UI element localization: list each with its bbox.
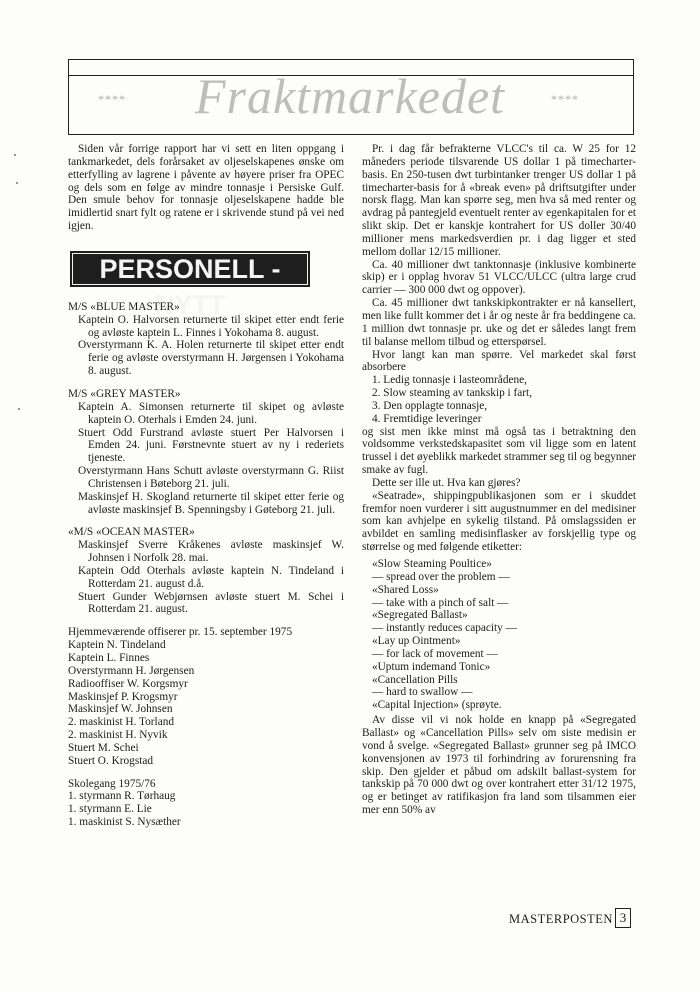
list-item: Maskinsjef W. Johnsen bbox=[68, 703, 173, 716]
page-number: 3 bbox=[615, 908, 631, 928]
personnel-entry: Kaptein O. Halvorsen returnerte til skipet etter endt ferie og avløste kaptein L. Finnes i Yokohama 8. august. bbox=[78, 313, 344, 339]
school-section bbox=[68, 778, 344, 829]
list-item: Maskinsjef P. Krogsmyr bbox=[68, 690, 178, 703]
section-title: Fraktmarkedet bbox=[194, 68, 506, 124]
list-item: 1. Ledig tonnasje i lasteområdene, bbox=[372, 374, 527, 387]
market-paragraph: Hvor langt kan man spørre. Vel markedet skal først absorbere bbox=[362, 348, 636, 374]
personnel-entry: Overstyrmann Hans Schutt avløste overstyrmann G. Riist Christensen i Bøteborg 21. juli. bbox=[78, 465, 344, 490]
market-paragraph: Ca. 45 millioner dwt tankskipkontrakter er nå kansellert, men like fullt kommer det i år og neste år fra beddingene ca. 1 million dwt tonnasje pr. uke og det er således langt frem til balanse mellom tilbud og etterspørsel. bbox=[362, 297, 636, 348]
ship-title: «M/S «OCEAN MASTER» bbox=[68, 526, 195, 539]
header-stars-left: **** bbox=[98, 92, 126, 106]
school-list bbox=[68, 790, 344, 829]
personnel-entry: Kaptein Odd Oterhals avløste kaptein N. Tindeland i Rotterdam 21. august d.å. bbox=[78, 564, 344, 590]
personnel-entry: Maskinsjef Sverre Kråkenes avløste maskinsjef W. Johnsen i Norfolk 28. mai. bbox=[78, 539, 344, 565]
list-item: Stuert M. Schei bbox=[68, 741, 139, 754]
personnel-entry: Overstyrmann K. A. Holen returnerte til skipet etter endt ferie og avløste overstyrmann H. Jørgensen i Yokohama 8. august. bbox=[78, 339, 344, 378]
list-item: 2. maskinist H. Torland bbox=[68, 716, 175, 729]
medicine-label: — instantly reduces capacity — bbox=[372, 622, 517, 635]
list-item: Kaptein N. Tindeland bbox=[68, 639, 166, 652]
market-paragraph: Ca. 40 millioner dwt tanktonnasje (inklusive kombinerte skip) er i opplag hvorav 51 VLCC/ULCC (ultra large crud carrier — 300 000 dwt og oppover). bbox=[362, 258, 636, 297]
medicine-label: «Slow Steaming Poultice» bbox=[372, 558, 492, 570]
market-paragraph: Av disse vil vi nok holde en knapp på «Segregated Ballast» og «Cancellation Pills» selv om siste medisin er vond å svelge. «Segregated Ballast» grunner seg på IMCO konvensjonen av 1973 til forhindring av forurensning fra skip. Den gjelder et påbud om adskilt ballast-system for tankskip på 70 000 dwt og over kontrahert etter 31/12 1975, og er betinget av ratifikasjon fra land som tilsammen eier mer enn 50% av bbox=[362, 714, 636, 817]
margin-dot bbox=[16, 182, 18, 184]
list-item: 2. Slow steaming av tankskip i fart, bbox=[372, 387, 533, 400]
list-item: 4. Fremtidige leveringer bbox=[372, 412, 482, 425]
medicine-label: «Cancellation Pills bbox=[372, 673, 458, 686]
medicine-labels-list bbox=[362, 558, 636, 712]
medicine-label: «Lay up Ointment» bbox=[372, 635, 461, 648]
medicine-label: «Segregated Ballast» bbox=[372, 609, 468, 622]
list-item: Radiooffiser W. Korgsmyr bbox=[68, 677, 188, 690]
home-officers-section bbox=[68, 626, 344, 767]
list-item: Overstyrmann H. Jørgensen bbox=[68, 664, 195, 677]
market-paragraph: og sist men ikke minst må også tas i betraktning den voldsomme verkstedskapasitet som vil ligge som en latent trussel i det øyeblikk markedet strammer seg til og begynner smake av fugl. bbox=[362, 425, 636, 477]
list-item: 3. Den opplagte tonnasje, bbox=[372, 399, 488, 412]
ship-section-ocean-master bbox=[68, 526, 344, 616]
medicine-label: «Uptum indemand Tonic» bbox=[372, 660, 491, 673]
school-title: Skolegang 1975/76 bbox=[68, 777, 156, 790]
list-item: Kaptein L. Finnes bbox=[68, 652, 150, 664]
market-paragraph: Pr. i dag får befrakterne VLCC's til ca. W 25 for 12 måneders periode tilsvarende US dollar 1 på timecharter-basis. En 250-tusen dwt turbintanker trenger US dollar 1 på timecharter-basis for å «break even» på driftsutgifter under norsk flagg. Man kan spørre seg, men hva så med renter og avdrag på pantegjeld eventuelt renter av egenkapitalen for et slikt skip. Det er kanskje kontrahert for US doller 30/40 millioner mens markedsverdien pr. i dag ligger et sted mellom dollar 12/15 millioner. bbox=[362, 143, 636, 258]
right-column bbox=[362, 143, 636, 817]
absorb-list bbox=[362, 374, 636, 425]
personnel-entry: Stuert Odd Furstrand avløste stuert Per Halvorsen i Emden 24. juni. Førstnevnte stuert av ny i rederiets tjeneste. bbox=[78, 426, 344, 465]
medicine-label: — spread over the problem — bbox=[372, 570, 510, 583]
list-item: 1. styrmann R. Tørhaug bbox=[68, 790, 176, 803]
header-stars-right: **** bbox=[551, 92, 579, 106]
home-officers-title: Hjemmeværende offiserer pr. 15. september 1975 bbox=[68, 626, 293, 639]
medicine-label: «Capital Injection» (sprøyte. bbox=[372, 699, 502, 712]
medicine-label: — hard to swallow — bbox=[372, 686, 473, 699]
medicine-label: — for lack of movement — bbox=[372, 647, 498, 660]
list-item: 1. styrmann E. Lie bbox=[68, 803, 152, 816]
list-item: 2. maskinist H. Nyvik bbox=[68, 729, 168, 742]
ship-title: M/S «GREY MASTER» bbox=[68, 387, 181, 400]
ship-section-grey-master bbox=[68, 388, 344, 516]
personell-nytt-banner: PERSONELL - NYTT bbox=[70, 251, 310, 287]
medicine-label: «Shared Loss» bbox=[372, 583, 439, 596]
list-item: 1. maskinist S. Nysæther bbox=[68, 816, 181, 829]
ship-title: M/S «BLUE MASTER» bbox=[68, 300, 180, 313]
margin-dot bbox=[14, 154, 16, 156]
list-item: Stuert O. Krogstad bbox=[68, 754, 154, 767]
intro-paragraph: Siden vår forrige rapport har vi sett en liten oppgang i tankmarkedet, dels forårsaket av oljeselskapenes ønske om etterfylling av lagrene i påvente av høyere priser fra OPEC og dels som en følge av mindre tonnasje i Persiske Gulf. Den smule behov for tonnasje oljeselskapene hadde ble imidlertid snart fylt og ratene er i skrivende stund på vei ned igjen. bbox=[68, 143, 344, 233]
publication-name: MASTERPOSTEN bbox=[509, 912, 613, 926]
personnel-entry: Maskinsjef H. Skogland returnerte til skipet etter ferie og avløste maskinsjef B. Spenningsby i Gøteborg 21. juli. bbox=[78, 490, 344, 516]
medicine-label: — take with a pinch of salt — bbox=[372, 596, 509, 609]
personnel-entry: Kaptein A. Simonsen returnerte til skipet og avløste kaptein O. Oterhals i Emden 24. juni. bbox=[78, 400, 344, 426]
home-officers-list bbox=[68, 639, 344, 767]
left-column bbox=[68, 143, 344, 829]
personnel-entry: Stuert Gunder Webjørnsen avløste stuert M. Schei i Rotterdam 21. august. bbox=[78, 590, 344, 616]
market-paragraph: Dette ser ille ut. Hva kan gjøres? bbox=[372, 476, 521, 489]
market-paragraph: «Seatrade», shippingpublikasjonen som er i skuddet fremfor noen vurderer i sitt augustnummer en del medisiner som kan avhjelpe en sykelig tilstand. På omslagssiden er avbildet en samling medisinflasker av forskjellig type og størrelse og med følgende etiketter: bbox=[362, 489, 636, 554]
margin-dot bbox=[18, 408, 20, 410]
